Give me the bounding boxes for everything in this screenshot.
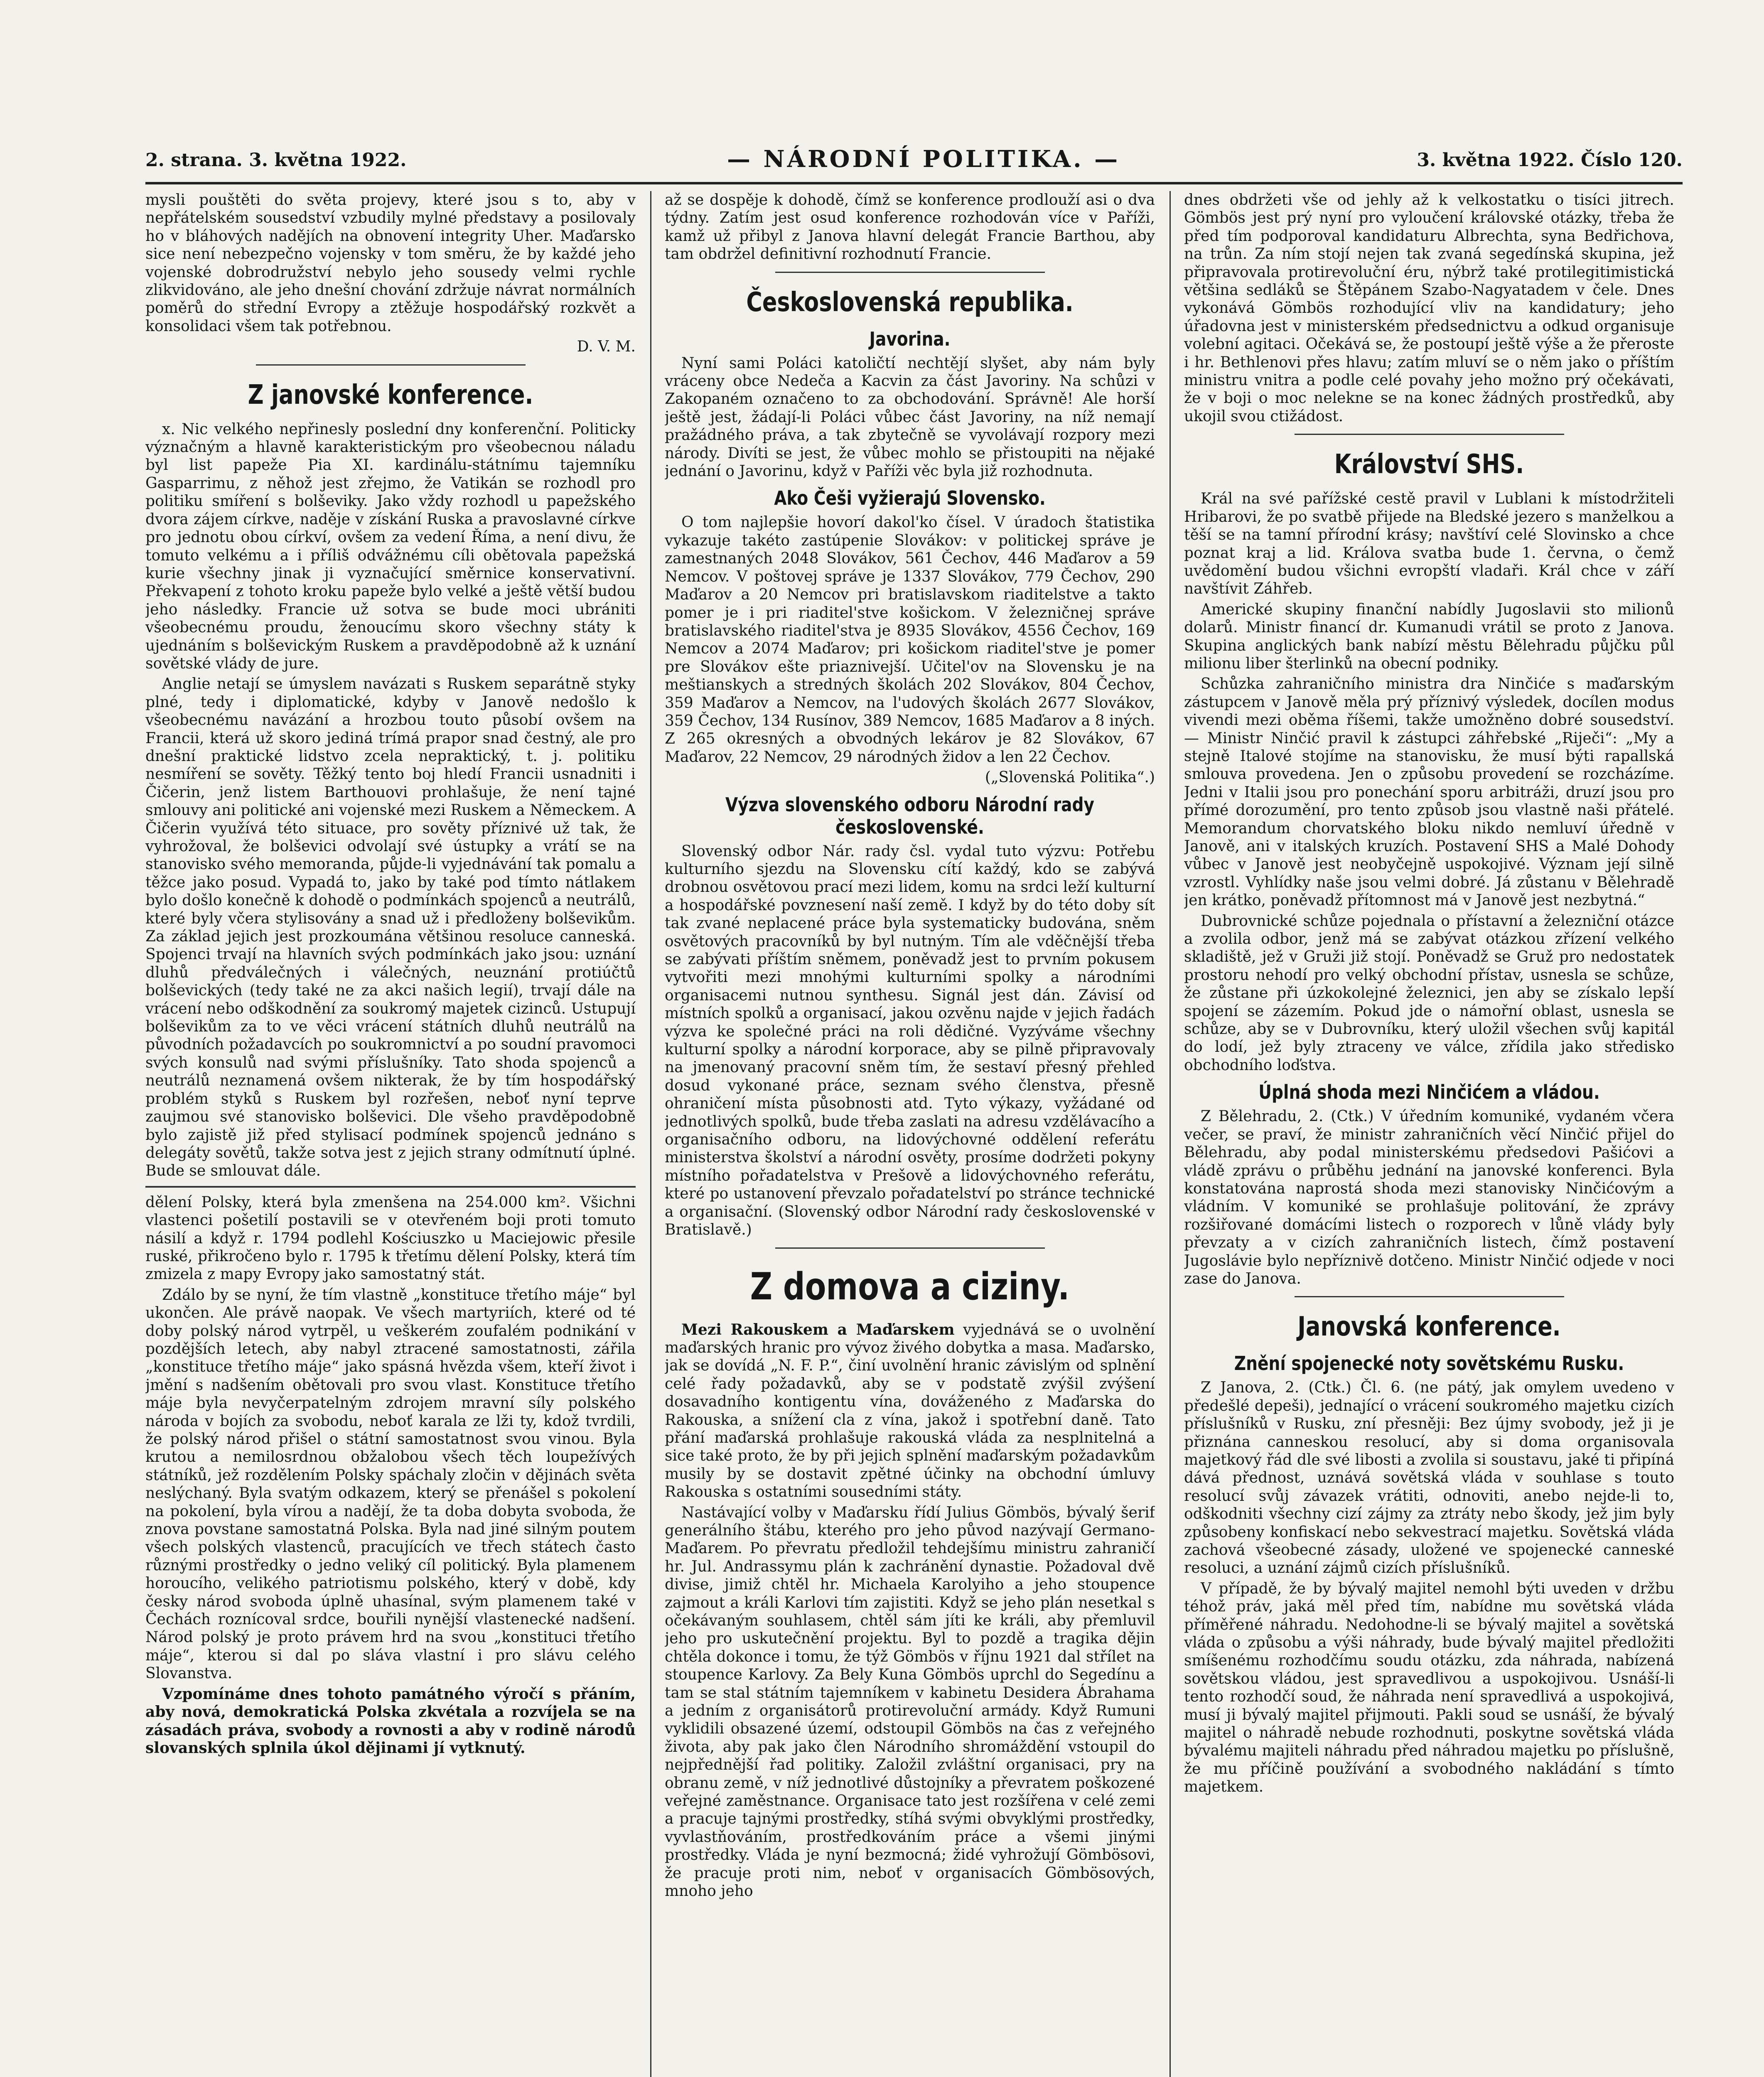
subheadline: Javorina. xyxy=(869,327,951,350)
article-text: Americké skupiny finanční nabídly Jugoslavii sto milionů dolarů. Ministr financí dr. Kumanudi vrátil se proto z Janova. Skupina anglických bank nabízí městu Bělehradu půjčku půl milionu liber šterlinků na obecní podniky. xyxy=(1184,601,1674,672)
newspaper-page xyxy=(145,141,1683,2077)
separator xyxy=(256,364,526,366)
article-text: až se dospěje k dohodě, čímž se konference prodlouží asi o dva týdny. Zatím jest osud konference rozhodován více v Paříži, kamž už přibyl z Janova hlavní delegát Francie Barthou, aby tam obdržel definitivní rozhodnutí Francie. xyxy=(665,191,1155,263)
separator xyxy=(1295,1296,1564,1297)
feuilleton-text: Zdálo by se nyní, že tím vlastně „konstituce třetího máje“ byl ukončen. Ale právě naopak. Ve všech martyriích, které od té doby polský národ vytrpěl, u veškerém zoufalém podnikání v pozdějších letech, aby nabyl ztracené samostatnosti, zářila „konstituce třetího máje“ jako spásná hvězda všem, kteří život i jmění s nadšením obětovali pro svou vlast. Konstituce třetího máje byla nevyčerpatelným zdrojem mravní síly polského národa v bojích za svobodu, neboť karala ze lži ty, kdož tvrdili, že polský národ přišel o státní samostatnost svou vinou. Byla krutou a nemilosrdnou obžalobou všech těch loupežívých státníků, jež rozdělením Polsky spáchaly zločin v dějinách světa neslýchaný. Byla svatým odkazem, který se přenášel s pokolení na pokolení, byla vírou a nadějí, že ta doba dobyta svoboda, že znova povstane samostatná Polska. Byla nad jiné silným poutem všech polských vlastenců, pracujících ve třech státech často různými prostředky o jedno veliký cíl politický. Byla plamenem horoucího, velikého patriotismu polského, který v době, kdy česky národ svoboda úplně uhasínal, svým plamenem také v Čechách roznícoval srdce, bouřili nynější vlastenecké nadšení. Národ polský je proto právem hrd na svou „konstituci třetího máje“, kterou si dal po sláva vlastní i pro slávu celého Slovanstva. xyxy=(145,1286,636,1682)
subheadline: Znění spojenecké noty sovětskému Rusku. xyxy=(1234,1352,1624,1375)
article-text: V případě, že by bývalý majitel nemohl býti uveden v držbu téhož práv, jaká měl před tím, nabídne mu sovětská vláda příměřené náhradu. Nedohodne-li se bývalý majitel a sovětská vláda o způsobu a výši náhrady, bude bývalý majitel předložiti smíšenému rozhodčímu soudu otázku, zda náhrada, nabízená sovětskou vládou, jest spravedlivou a uspokojivou. Usnáší-li tento rozhodčí soud, že náhrada není spravedlivá a uspokojivá, musí ji bývalý majitel přijmouti. Pakli soud se usnáší, že bývalý majitel o náhradě nebude rozhodnuti, poskytne sovětská vláda bývalému majiteli náhradu před náhradou majetku po příslušně, že mu příčině používání a svobodného nakládání s tímto majetkem. xyxy=(1184,1580,1674,1796)
separator xyxy=(775,1247,1045,1249)
article-text: Nastávající volby v Maďarsku řídí Julius Gömbös, bývalý šerif generálního štábu, kterého pro jeho původ nazývají Germano-Maďarem. Po převratu předložil tehdejšímu ministru zahraničí hr. Jul. Andrassymu plán k zachránění dynastie. Požadoval dvě divise, jimiž chtěl hr. Michaela Karolyiho a jeho stoupence zajmout a králi Karlovi tím zajistiti. Když se jeho plán nesetkal s očekávaným souhlasem, chtěl sám jíti ke králi, aby přemluvil jeho pro uskutečnění projektu. Byl to pozdě a tragika dějin chtěla dokonce i tomu, že týž Gömbös v říjnu 1921 dal střílet na stoupence Karlovy. Za Bely Kuna Gömbös uprchl do Segedínu a tam se stal státním tajemníkem v kabinetu Desidera Ábrahama a jedním z organisátorů protirevoluční armády. Když Rumuni vyklidili obsazené území, odstoupil Gömbös na čas z veřejného života, aby pak jako člen Národního shromáždění vstoupil do nejpřednější řad politiky. Založil zvláštní organisaci, pry na obranu země, v níž jednotlivé důstojníky a převratem poškozené veřejné zaměstnance. Organisace tato jest rozšířena v celé zemi a pracuje tajnými prostředky, stíhá svými obvyklými prostředky, vyvlastňováním, prostředkováním práce a všemi jinými prostředky. Vláda je nyní bezmocná; židé vyhrožují Gömbösovi, že pracuje proti nim, neboť v organisacích Gömbösových, mnoho jeho xyxy=(665,1504,1155,1900)
issue-number: 3. května 1922. Číslo 120. xyxy=(1417,150,1683,171)
column-1 xyxy=(145,191,636,2077)
column-3 xyxy=(1184,191,1674,2077)
column-2 xyxy=(665,191,1155,2077)
article-text: Z Janova, 2. (Ctk.) Čl. 6. (ne pátý, jak omylem uvedeno v předešlé depeši), jednající o vrácení soukromého majetku cizích příslušníků v Rusku, zní přesněji: Bez újmy svobody, jež ji je přiznána canneskou resolucí, aby si doma organisovala majetkový řád dle své libosti a zvolila si soustavu, jaké ti připíná dává přednost, uznává sovětská vláda v souhlase s touto resolucí svůj závazek vrátiti, odnoviti, anebo nejde-li to, odškodniti všechny cizí zájmy za ztráty nebo škody, jež jim byly způsobeny konfiskací nebo sekvestrací majetku. Sovětská vláda zachová všeobecné zásady, uložené ve spojenecké canneské resoluci, a uznání zájmů cizích příslušníků. xyxy=(1184,1379,1674,1577)
page-date: 2. strana. 3. května 1922. xyxy=(145,150,407,171)
article-text: Král na své pařížské cestě pravil v Lublani k místodržiteli Hribarovi, že po svatbě přijede na Bledské jezero s manželkou a těší se na tamní přírodní krásy; navštíví celé Slovinsko a chce poznat kraj a lid. Králova svatba bude 1. června, o čemž uvědomění budou všichni evropští vladaři. Král chce v září navštívit Záhřeb. xyxy=(1184,490,1674,598)
headline-kralovstvi-shs: Království SHS. xyxy=(1334,449,1524,480)
article-text: x. Nic velkého nepřinesly poslední dny konferenční. Politicky význačným a hlavně karakteristickým pro všeobecnou náladu byl list papeže Pia XI. kardinálu-státnímu tajemníku Gasparrimu, z něhož jest zřejmo, že Vatikán se rozhodl pro politiku smíření s bolševiky. Jako vždy rozhodl u papežského dvora zájem církve, naděje v získání Ruska a pravoslavné církve pro jednotu obou církví, ovšem za vedení Říma, a není divu, že tomuto velkému a i příliš odvážnému cíli obětovala papežská kurie všechny jinak ji vyznačující směrnice konservativní. Překvapení z tohoto kroku papeže bylo velké a ještě větší budou jeho následky. Francie už sotva se bude moci ubrániti všeobecnému proudu, ženoucímu skoro všechny státy k ujednáním s bolševickým Ruskem a pravděpodobně až k uznání sovětské vlády de jure. xyxy=(145,420,636,672)
article-text: dnes obdržeti vše od jehly až k velkostatku o tisíci jitrech. Gömbös jest prý nyní pro vyloučení královské otázky, třeba že před tím podporoval kandidaturu Albrechta, syna Bedřichova, na trůn. Za ním stojí nejen tak zvaná segedínská skupina, jež připravovala protirevoluční éru, nýbrž také protilegitimistická většina sedláků se Štěpánem Szabo-Nagyatadem v čele. Dnes vykonává Gömbös rozhodující vliv na kandidatury; jeho úřadovna jest v ministerském předsednictvu a odkud organisuje volební agitaci. Očekává se, že postoupí ještě výše a že přeroste i hr. Bethlenovi přes hlavu; zatím mluví se o něm jako o příštím ministru vnitra a podle celé povahy jeho možno prý očekávati, že v boji o moc nelekne se na konec žádných prostředků, aby ukojil svou ctižádost. xyxy=(1184,191,1674,425)
article-text: Z Bělehradu, 2. (Ctk.) V úředním komuniké, vydaném včera večer, se praví, že ministr zahraničních věcí Ninčić přijel do Bělehradu, aby podal ministerskému předsedovi Pašićovi a vládě zprávu o průběhu jednání na janovské konferenci. Byla konstatována naprostá shoda mezi stanovisky Ninčićovým a vládním. V komuniké se prohlašuje politování, že zprávy rozšiřované domácími listech o rozporech v lůně vlády byly převzaty a v cizích zahraničních listech, čímž postavení Jugoslávie bylo nepříznivě dotčeno. Ministr Ninčić odjede v noci zase do Janova. xyxy=(1184,1108,1674,1287)
headline-janovska-konference-2: Janovská konference. xyxy=(1297,1311,1561,1343)
article-text: mysli pouštěti do světa projevy, které jsou s to, aby v nepřátelském sousedství vzbudily mylné představy a posilovaly ho v bláhových nadějích na obnovení integrity Uher. Maďarsko sice není nebezpečno vojensky v tom směru, že by každé jeho vojenské dobrodružství nebylo jeho sousedy velmi rychle zlikvidováno, ale jeho dnešní chování zdržuje návrat normálních poměrů do střední Evropy a ztěžuje hospodářský rozkvět a konsolidaci všem tak potřebnou. xyxy=(145,191,636,335)
subheadline: Výzva slovenského odboru Národní rady československé. xyxy=(725,793,1095,838)
article-text: vyjednává se o uvolnění maďarských hranic pro vývoz živého dobytka a masa. Maďarsko, jak se dovídá „N. F. P.“, činí uvolnění hranic závislým od splnění celé řady požadavků, aby se v podstatě zvýšil zvýšení dosavadního kontigentu vína, dováženého z Maďarska do Rakouska, a snížení cla z vína, jakož i spotřební daně. Tato přání maďarská prohlašuje rakouská vláda za nesplnitelná a sice také proto, že by při jejich splnění maďarským požadavkům musily by se dostavit zpětné účinky na obchodní úmluvy Rakouska s ostatními sousedními státy. xyxy=(665,1321,1155,1501)
column-divider xyxy=(1169,191,1171,2077)
feuilleton-text: Vzpomínáme dnes tohoto památného výročí s přáním, aby nová, demokratická Polska zkvétala a rozvíjela se na zásadách práva, svobody a rovnosti a aby v rodině národů slovanských splnila úkol dějinami jí vytknutý. xyxy=(145,1685,636,1757)
separator xyxy=(775,272,1045,273)
article-text: Dubrovnické schůze pojednala o přístavní a železniční otázce a zvolila odbor, jenž má se zabývat otázkou zřízení velkého skladiště, jež v Gruži již stojí. Poněvadž se Gruž pro nedostatek prostoru nehodí pro velký obchodní přístav, usnesla se schůze, že zůstane při úzkokolejné železnici, jen aby se získalo lepší spojení se zázemím. Pokud jde o námořní oblast, usnesla se schůze, aby se v Dubrovníku, který uložil všechen svůj kapitál do lodí, jež byly ztraceny ve válce, zřídila jako středisko obchodního loďstva. xyxy=(1184,912,1674,1074)
newspaper-title: — NÁRODNÍ POLITIKA. — xyxy=(727,145,1120,173)
headline-ceskoslovenska-republika: Československá republika. xyxy=(746,287,1074,318)
article-text: Nyní sami Poláci katoličtí nechtějí slyšet, aby nám byly vráceny obce Nedeča a Kacvin za část Javoriny. Na schůzi v Zakopaném označeno to za obchodování. Správně! Ale horší ještě jest, žádají-li Poláci vůbec část Javoriny, na níž nemají pražádného práva, a tak zbytečně se vyvolávají rozpory mezi národy. Divíti se jest, že vůbec mohlo se přistoupiti na nějaké jednání o Javorinu, když v Paříži věc byla již rozhodnuta. xyxy=(665,354,1155,480)
source-attribution: („Slovenská Politika“.) xyxy=(985,769,1155,786)
article-text: Slovenský odbor Nár. rady čsl. vydal tuto výzvu: Potřebu kulturního sjezdu na Slovensku cítí každý, kdo se zabývá drobnou osvětovou prací mezi lidem, komu na srdci leží kulturní a hospodářské povznesení naší země. I když by do této doby sít tak zvané neplacené práce byla systematicky budována, sněm osvětových pracovníků by byl nutným. Tím ale vděčnější třeba se zabývati příštím sněmem, poněvadž jest to prvním pokusem vytvořiti mezi mnohými kulturními spolky a národními organisacemi nutnou synthesu. Signál jest dán. Závisí od místních spolků a organisací, jakou ozvěnu najde v jejich řadách výzva ke společné práci na roli dědičné. Vyzýváme všechny kulturní spolky a národní korporace, aby se pilně připravovaly na jmenovaný pracovní sněm tím, že sestaví přesný přehled dosud vykonané práce, seznam svého členstva, přesně ohraničení místa působnosti atd. Tyto výkazy, vyžádané od jednotlivých spolků, bude třeba zaslati na adresu vzdělávacího a organisačního odboru, na lidovýchovné oddělení referátu ministerstva školství a národní osvěty, prosíme dodržeti pokyny místního pořadatelstva v Prešově a lidovýchovného referátu, které po ustanovení převzalo pořadatelství po stránce technické a organisační. (Slovenský odbor Národní rady československé v Bratislavě.) xyxy=(665,842,1155,1239)
subheadline: Ako Češi vyžierajú Slovensko. xyxy=(774,487,1046,510)
subheadline: Úplná shoda mezi Ninčićem a vládou. xyxy=(1258,1081,1600,1104)
separator xyxy=(1295,434,1564,435)
article-text: Anglie netají se úmyslem navázati s Ruskem separátně styky plné, tedy i diplomatické, kdyby v Janově nedošlo k všeobecnému navázání a hrozbou touto působí ovšem na Francii, která už skoro jediná trímá prapor snad čestný, ale pro dnešní praktické lidstvo zcela nepraktický, t. j. politiku nesmíření se sověty. Těžký tento boj hledí Francii usnadniti i Čičerin, jenž listem Barthouovi prohlašuje, že není tajné smlouvy ani politické ani vojenské mezi Ruskem a Německem. A Čičerin využívá této situace, pro sověty příznivé už tak, že vyhrožoval, že bolševici odvolají své ústupky a vrátí se na stanovisko svého memoranda, půjde-li vyjednávání tak pomalu a těžce jako posud. Vypadá to, jako by také pod tímto nátlakem bylo došlo konečně k dohodě o podmínkách spojenců a neutrálů, které byly včera stylisovány a snad už i předloženy bolševikům. Za základ jejich jest prozkoumána většinou resoluce canneská. Spojenci trvají na hlavních svých podmínkách jako jsou: uznání dluhů předválečných i válečných, neuznání protiúčtů bolševických (tedy také ne za akci našich legií), trvají dále na vrácení nebo odškodnění za soukromý majetek cizinců. Ustupují bolševikům za to ve věci vrácení státních dluhů neutrálů na původních požadavcích po soukromnictví a po soudní pravomoci svých konsulů nad svými příslušníky. Tato shoda spojenců a neutrálů neznamená ovšem nikterak, že by tím hospodářský problém styků s Ruskem byl rozřešen, neboť nyní teprve zaujmou své stanovisko bolševici. Dle všeho pravděpodobně bylo zajistě již před stylisací podmínek spojenců jednáno s delegáty sovětů, takže sotva jest z jejich strany odmítnutí úplné. Bude se smlouvat dále. xyxy=(145,675,636,1180)
masthead xyxy=(145,141,1683,179)
run-in-heading: Mezi Rakouskem a Maďarskem xyxy=(681,1321,955,1338)
article-text: O tom najlepšie hovorí dakol'ko čísel. V úradoch štatistika vykazuje takéto zastúpenie Slovákov: v politickej správe je zamestnaných 2048 Slovákov, 561 Čechov, 446 Maďarov a 59 Nemcov. V poštovej správe je 1337 Slovákov, 779 Čechov, 290 Maďarov a 20 Nemcov pri bratislavskom riaditelstve a takto pomer je i pri riaditel'stve košickom. V železničnej správe bratislavského riaditel'stva je 8935 Slovákov, 4556 Čechov, 169 Nemcov a 2074 Maďarov; pri košickom riaditel'stve je pomer pre Slovákov ešte priaznivejší. Učitel'ov na Slovensku je na meštianskych a stredných školách 202 Slovákov, 804 Čechov, 359 Maďarov a Nemcov, na l'udových školách 2677 Slovákov, 359 Čechov, 134 Rusínov, 389 Nemcov, 1685 Maďarov a 8 iných. Z 265 okresných a obvodných lekárov je 82 Slovákov, 67 Maďarov, 22 Nemcov, 29 národných židov a len 22 Čechov. xyxy=(665,514,1155,766)
author-signature: D. V. M. xyxy=(577,338,636,356)
masthead-rule xyxy=(145,182,1683,184)
column-divider xyxy=(650,191,651,2077)
feuilleton-rule xyxy=(145,1186,636,1188)
feuilleton-text: dělení Polsky, která byla zmenšena na 254.000 km². Všichni vlastenci pošetilí postavili se v otevřeném boji proti tomuto násilí a když r. 1794 podlehl Kościuszko u Maciejowic přesile ruské, přikročeno bylo r. 1795 k třetímu dělení Polsky, která tím zmizela z mapy Evropy jako samostatný stát. xyxy=(145,1193,636,1283)
headline-z-domova-a-ciziny: Z domova a ciziny. xyxy=(750,1264,1070,1309)
headline-janovska-konference: Z janovské konference. xyxy=(248,379,533,410)
article-text: Schůzka zahraničního ministra dra Ninčiće s maďarským zástupcem v Janově měla prý příznivý výsledek, docílen modus vivendi mezi oběma říšemi, takže umožněno dobré sousedství. — Ministr Ninčić pravil k zástupci záhřebské „Riječi“: „My a stejně Italové stojíme na stanovisku, že musí býti rapallská smlouva provedena. Jen o způsobu provedení se rozcházíme. Jedni v Italii jsou pro ponechání sporu arbitráži, druzí jsou pro přímé dorozumění, pro tento způsob jsou vlastně naši přátelé. Memorandum chorvatského bloku nikdo nemluví úředně v Janově, ani v italských kruzích. Postavení SHS a Malé Dohody vůbec v Janově jest neobyčejně uspokojivé. Význam její silně vzrostl. Vyhlídky naše jsou velmi dobré. Já zůstanu v Bělehradě jen krátko, poněvadž přítomnost má v Janově jest nezbytná.“ xyxy=(1184,675,1674,909)
